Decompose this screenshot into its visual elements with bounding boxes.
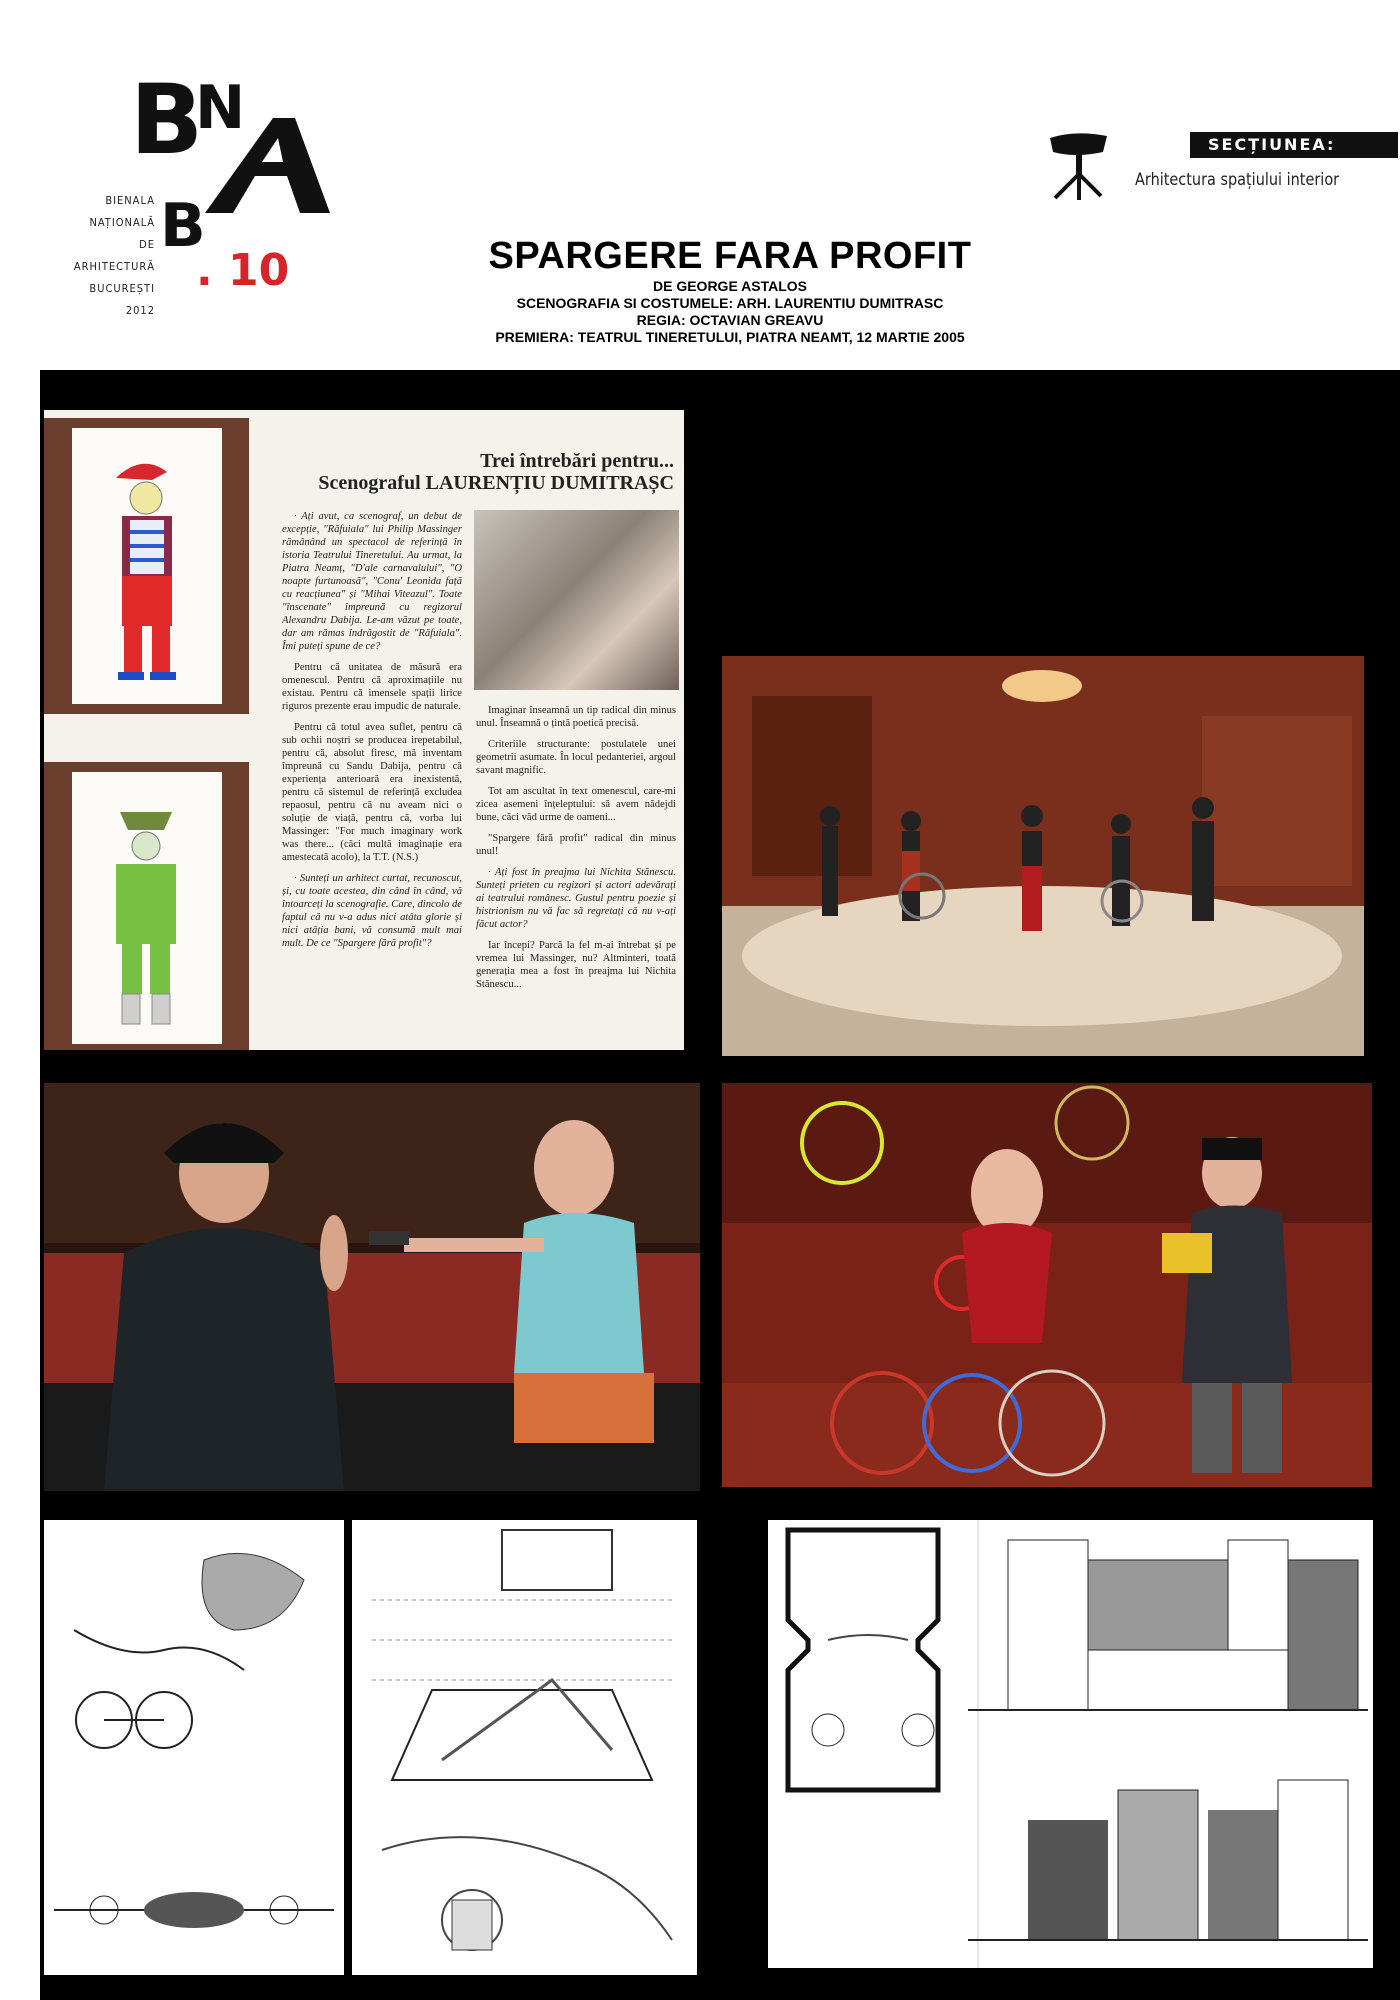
article-column-2 [476,704,676,1040]
article-heading-line: Trei întrebări pentru... [480,450,674,472]
stage-photo-curtain-call [722,656,1364,1056]
article-paragraph: · Sunteți un arhitect curtat, recunoscut, și, cu toate acestea, din când în când, vă întoarceți la scenografie. Care, dincolo de faptul că nu v-a adus nici atâta glorie și nici atâția bani, vă consumă mult mai mult. De ce "Spargere fără profit"? [282,873,462,949]
logo-subtitle-line: DE [139,238,155,251]
stage-photo-bicycle-set [722,1083,1372,1487]
title-block [380,234,1080,346]
portrait-photo [474,510,679,690]
logo-letter-a-shape [205,118,330,213]
article-paragraph: Criteriile structurante: postulatele unei geometrii asumate. În locul pedanteriei, argoul savant magnific. [476,739,676,776]
stage-photo-pistol-scene [44,1083,700,1491]
section-name: Arhitectura spațiului interior [1135,170,1340,190]
logo-subtitle-line: 2012 [125,304,155,317]
credit-line: PREMIERA: TEATRUL TINERETULUI, PIATRA NEAMT, 12 MARTIE 2005 [495,329,965,345]
section-label: SECȚIUNEA: [1190,132,1398,158]
logo-letter-b1: B [130,64,204,176]
article-heading [274,450,674,494]
article-paragraph: Imaginar înseamnă un tip radical din minus unul. Înseamnă o țintă poetică precisă. [476,705,676,729]
credit-line: REGIA: OCTAVIAN GREAVU [636,312,824,328]
logo-subtitle [70,190,155,322]
chair-icon [1045,130,1115,202]
technical-section-drawings [768,1520,1373,1968]
costume-sketch-image [72,772,222,1044]
magazine-clipping [44,410,684,1050]
credit-line: SCENOGRAFIA SI COSTUMELE: ARH. LAURENTIU DUMITRASC [516,295,944,311]
logo-subtitle-line: ARHITECTURĂ [73,260,155,273]
article-paragraph: · Ați avut, ca scenograf, un debut de excepție, "Răfuiala" lui Philip Massinger rămânând un spectacol de referință în istoria Teatrului Tineretului. Au urmat, la Piatra Neamț, "D'ale carnavalului", "O noapte furtunoasă", "Conu' Leonida față cu reacțiunea" și "Mihai Viteazul". Toate "înscenate" împreună cu regizorul Alexandru Dabija. Le-am văzut pe toate, dar am rămas îndrăgostit de "Răfuiala". Îmi puteți spune de ce? [282,511,462,652]
sketch-bicycle-machine [44,1520,344,1975]
logo-subtitle-line: NAȚIONALĂ [89,216,155,229]
article-paragraph: Pentru că totul avea suflet, pentru că sub ochii noștri se producea irepetabilul, pentru că, absolut firesc, mă inventam împreună cu Sandu Dabija, pentru că experiența anterioară era inexistentă, pentru că sistemul de referință excludea repaosul, pentru că nu aveam nici o soluție de viață, pentru că, vorba lui Massinger: "For much imaginary work was there... (căci multă imaginație era amestecată acolo), la T.T. (N.S.) [282,722,462,863]
logo-subtitle-line: BUCUREȘTI [89,282,155,295]
article-paragraph: "Spargere fără profit" radical din minus unul! [476,833,676,857]
article-paragraph: Pentru că unitatea de măsură era omenescul. Pentru că aproximațiile nu existau. Pentru că imensele spații lirice riguros prezente erau impudic de naturale. [282,662,462,712]
sketch-stage-plan [352,1520,697,1975]
article-heading-line: Scenograful LAURENȚIU DUMITRAȘC [318,472,674,494]
article-paragraph: Iar începi? Parcă la fel m-ai întrebat și pe vremea lui Massinger, nu? Altminteri, toată generația mea a fost în preajma lui Nichita Stănescu... [476,940,676,990]
logo-edition: . 10 [196,245,290,296]
page-title: SPARGERE FARA PROFIT [488,235,972,277]
costume-sketch-image [72,428,222,704]
logo-letter-n: N [195,73,246,143]
article-paragraph: · Ați fost în preajma lui Nichita Stănescu. Sunteți prieten cu regizori și actori adevărați ai teatrului românesc. Gustul pentru poezie și histrionism nu vă fac să regretați că nu v-ați făcut actor? [476,867,676,930]
credit-line: DE GEORGE ASTALOS [652,278,807,294]
logo-letter-b2: B [160,191,206,261]
article-paragraph: Tot am ascultat în text omenescul, care-mi zicea asemeni înțeleptului: să avem nădejdi bune, căci văd urme de oameni... [476,786,676,823]
logo-subtitle-line: BIENALA [105,194,155,207]
article-column-1 [282,510,462,1040]
